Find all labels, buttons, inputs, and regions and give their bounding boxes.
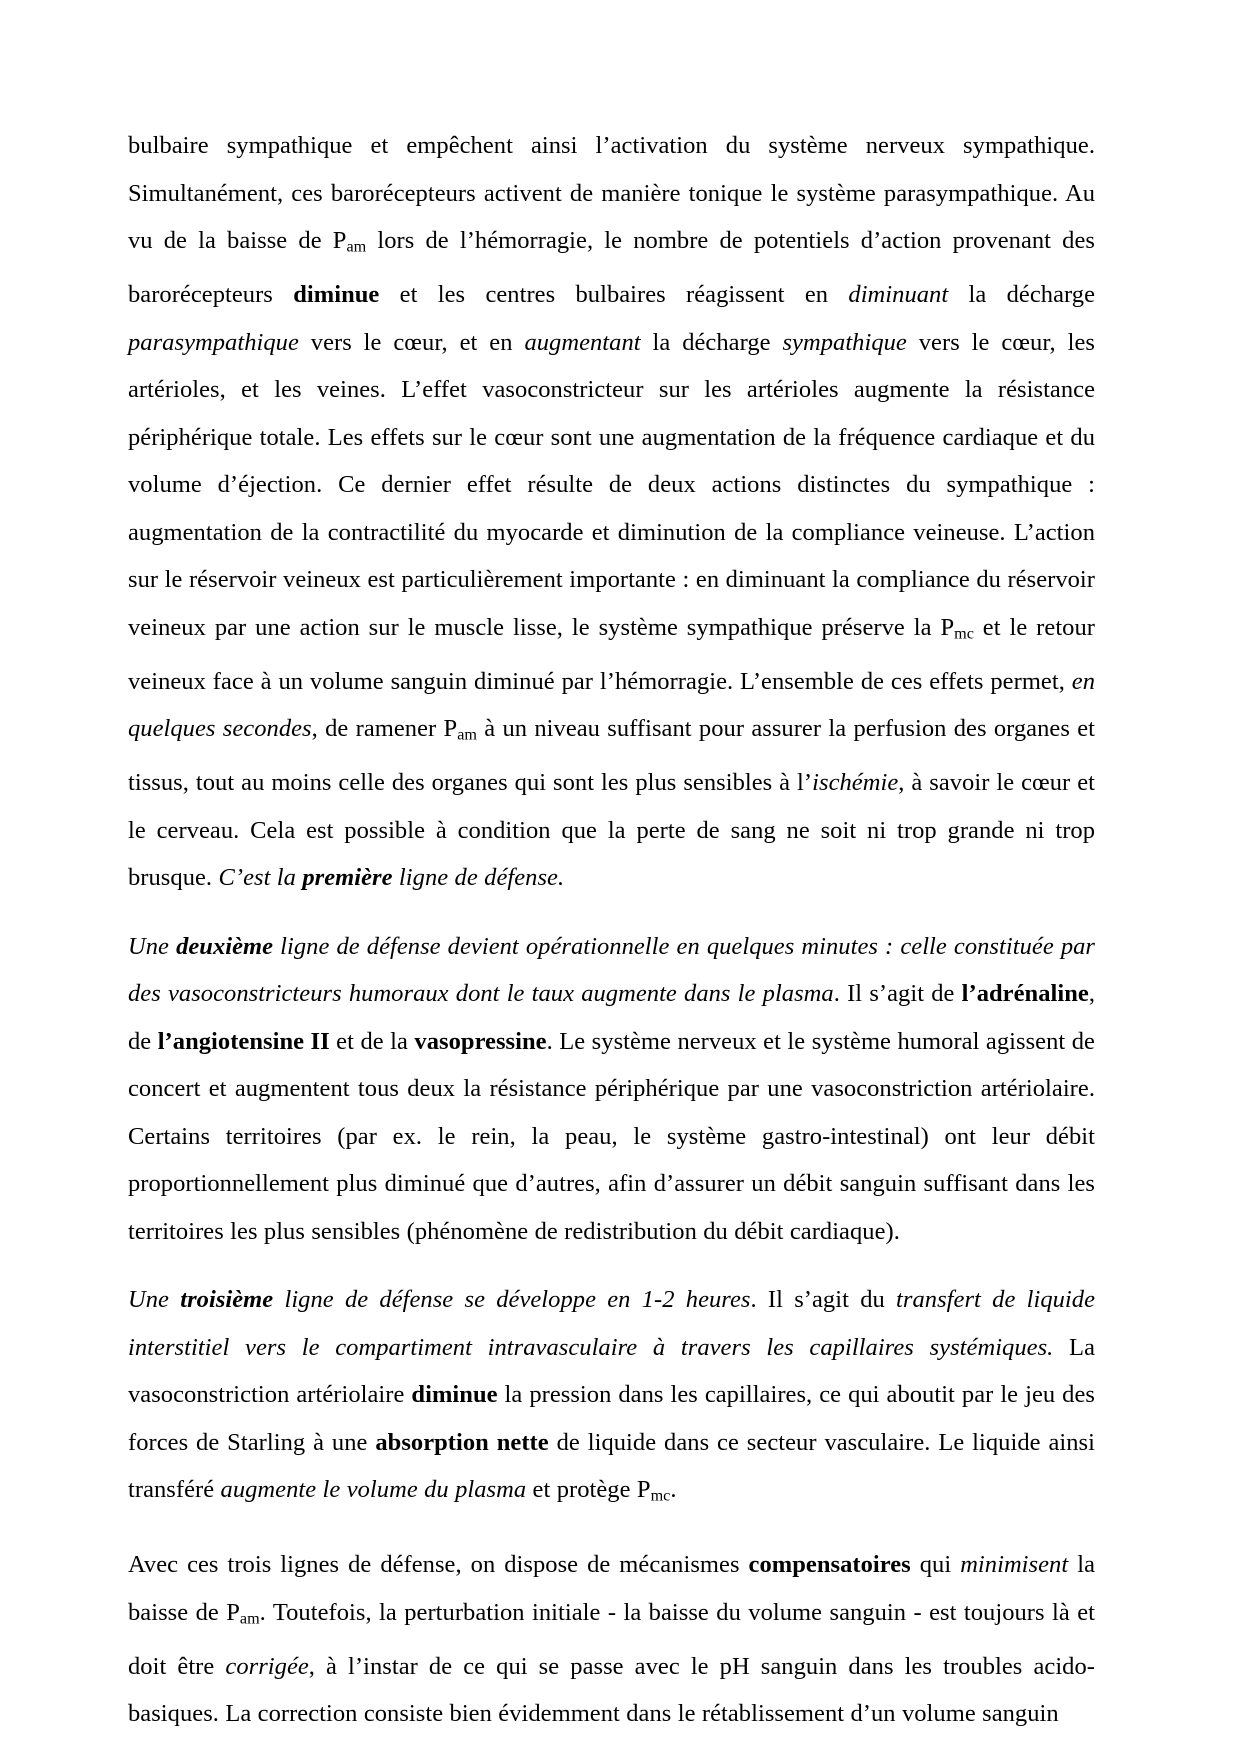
text-run-subscript: mc xyxy=(954,625,974,643)
text-run-italic: ischémie xyxy=(812,769,899,797)
paragraph-deuxieme-ligne xyxy=(128,923,1095,1256)
text-run-bold: l’adrénaline xyxy=(961,980,1089,1008)
text-run-normal: la décharge xyxy=(640,328,783,356)
text-run-normal: . Le système nerveux et le système humoral agissent de concert et augmentent tous deux la résistance périphérique par une vasoconstriction artériolaire. Certains territoires (par ex. le rein, la peau, le système gastro-intestinal) ont leur débit proportionnellement plus diminué que d’autres, afin d’assurer un débit sanguin suffisant dans les territoires les plus sensibles (phénomène de redistribution du débit cardiaque). xyxy=(128,1027,1095,1245)
text-run-italic: sympathique xyxy=(782,328,907,356)
text-run-subscript: mc xyxy=(650,1487,671,1505)
text-run-bold: l’angiotensine II xyxy=(157,1027,330,1055)
text-run-italic: augmente le volume du plasma xyxy=(220,1476,527,1504)
text-run-normal: et protège P xyxy=(526,1476,651,1504)
paragraph-troisieme-ligne xyxy=(128,1276,1095,1520)
text-run-normal: et le retour veineux face à un volume sanguin diminué par l’hémorragie. L’ensemble de ces effets permet, xyxy=(128,613,1095,695)
text-run-normal: et de la xyxy=(329,1027,415,1055)
text-run-normal: qui xyxy=(910,1551,961,1579)
paragraph-baroreflex xyxy=(128,122,1095,902)
text-run-italic: Une xyxy=(128,1286,181,1314)
text-run-normal: . Toutefois, la perturbation initiale - la baisse du volume sanguin - est toujours là et doit être xyxy=(128,1598,1095,1680)
text-run-italic: en quelques secondes xyxy=(128,667,1095,743)
text-run-normal: vers le cœur, et en xyxy=(298,328,525,356)
text-run-bold-italic: première xyxy=(302,864,393,892)
text-run-italic: augmentant xyxy=(524,328,641,356)
text-run-subscript: am xyxy=(346,238,367,256)
text-run-italic: diminuant xyxy=(848,281,949,309)
text-run-normal: . Il s’agit de xyxy=(833,980,962,1008)
text-run-italic: corrigée xyxy=(225,1652,309,1680)
text-run-normal: à un niveau suffisant pour assurer la perfusion des organes et tissus, tout au moins celle des organes qui sont les plus sensibles à l’ xyxy=(128,715,1095,797)
text-run-subscript: am xyxy=(239,1610,260,1628)
text-run-italic: transfert de liquide interstitiel vers le compartiment intravasculaire à travers les capillaires systémiques. xyxy=(128,1286,1096,1361)
text-run-subscript: am xyxy=(457,726,477,744)
text-run-italic: minimisent xyxy=(960,1551,1069,1579)
text-run-bold-italic: deuxième xyxy=(176,932,274,960)
text-run-normal: de liquide dans ce secteur vasculaire. Le liquide ainsi transféré xyxy=(128,1428,1095,1504)
text-run-italic: Une xyxy=(128,932,177,960)
text-run-normal: bulbaire sympathique et empêchent ainsi l’activation du système nerveux sympathique. Simultanément, ces barorécepteurs activent de manière tonique le système parasympathique. Au vu de la baisse de P xyxy=(128,132,1095,254)
text-run-normal: , de xyxy=(128,980,1095,1055)
text-run-normal: , de ramener P xyxy=(311,715,458,743)
text-run-italic: ligne de défense se développe en 1-2 heures xyxy=(273,1286,751,1314)
text-run-normal: . xyxy=(670,1476,677,1504)
text-run-normal: La vasoconstriction artériolaire xyxy=(128,1333,1095,1409)
document-body xyxy=(128,122,1095,1738)
text-run-normal: , à savoir le cœur et le cerveau. Cela est possible à condition que la perte de sang ne soit ni trop grande ni trop brusque. xyxy=(128,769,1095,892)
text-run-bold-italic: troisième xyxy=(180,1286,274,1314)
text-run-bold: absorption nette xyxy=(375,1428,549,1456)
text-run-bold: diminue xyxy=(411,1381,498,1409)
text-run-bold: vasopressine xyxy=(414,1027,547,1055)
text-run-normal: la pression dans les capillaires, ce qui aboutit par le jeu des forces de Starling à une xyxy=(128,1381,1095,1456)
text-run-italic: ligne de défense devient opérationnelle en quelques minutes : celle constituée par des vasoconstricteurs humoraux dont le taux augmente dans le plasma xyxy=(128,932,1096,1008)
text-run-italic: C’est la xyxy=(218,864,303,892)
text-run-normal: . Il s’agit du xyxy=(750,1286,897,1314)
text-run-bold: compensatoires xyxy=(748,1551,911,1579)
text-run-normal: vers le cœur, les artérioles, et les veines. L’effet vasoconstricteur sur les artérioles augmente la résistance périphérique totale. Les effets sur le cœur sont une augmentation de la fréquence cardiaque et du volume d’éjection. Ce dernier effet résulte de deux actions distinctes du sympathique : augmentation de la contractilité du myocarde et diminution de la compliance veineuse. L’action sur le réservoir veineux est particulièrement importante : en diminuant la compliance du réservoir veineux par une action sur le muscle lisse, le système sympathique préserve la P xyxy=(128,328,1095,641)
text-run-normal: , à l’instar de ce qui se passe avec le pH sanguin dans les troubles acido-basiques. La correction consiste bien évidemment dans le rétablissement d’un volume sanguin xyxy=(128,1652,1095,1728)
paragraph-mecanismes-compensatoires xyxy=(128,1541,1095,1738)
text-run-italic: ligne de défense. xyxy=(392,864,565,892)
text-run-normal: Avec ces trois lignes de défense, on dispose de mécanismes xyxy=(128,1551,749,1579)
text-run-normal: la décharge xyxy=(948,281,1095,309)
text-run-normal: et les centres bulbaires réagissent en xyxy=(379,281,849,309)
text-run-normal: lors de l’hémorragie, le nombre de potentiels d’action provenant des barorécepteurs xyxy=(128,227,1095,309)
text-run-bold: diminue xyxy=(293,281,380,309)
text-run-italic: parasympathique xyxy=(128,328,299,356)
text-run-normal: la baisse de P xyxy=(128,1551,1095,1626)
